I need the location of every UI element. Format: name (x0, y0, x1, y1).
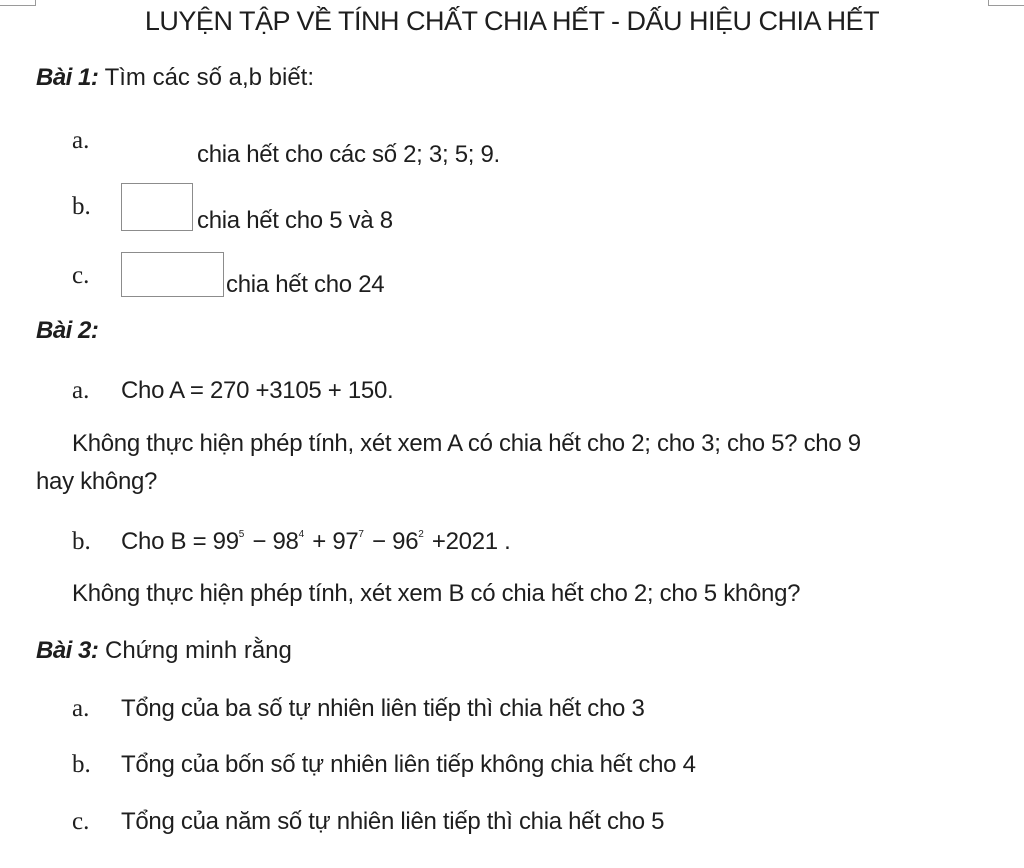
exp-5: 5 (238, 529, 245, 540)
bai1-c-number-box (121, 252, 224, 297)
bai1-a-marker: a. (72, 127, 90, 154)
bai3-a-text: Tổng của ba số tự nhiên liên tiếp thì chia hết cho 3 (121, 695, 645, 722)
bai2-b-question: Không thực hiện phép tính, xét xem B có chia hết cho 2; cho 5 không? (72, 580, 801, 607)
exp-2: 2 (418, 529, 424, 540)
bai2-a-expression: Cho A = 270 +3105 + 150. (121, 377, 394, 404)
bai1-c-text: chia hết cho 24 (226, 271, 385, 298)
bai1-b-marker: b. (72, 193, 91, 220)
bai2-a-question-line2: hay không? (36, 468, 158, 495)
expr-prefix: Cho B = (121, 528, 213, 555)
page-title: LUYỆN TẬP VỀ TÍNH CHẤT CHIA HẾT - DẤU HIỆU CHIA HẾT (144, 6, 880, 36)
bai1-b-number-box (121, 183, 193, 231)
bai3-label: Bài 3: (36, 637, 99, 664)
bai1-a-text: chia hết cho các số 2; 3; 5; 9. (197, 141, 500, 168)
bai3-b-marker: b. (72, 751, 91, 778)
bai1-text: Tìm các số a,b biết: (104, 64, 315, 91)
exp-7: 7 (358, 529, 364, 540)
term-99: 99 (212, 528, 239, 555)
bai3-text: Chứng minh rằng (105, 637, 292, 664)
bai3-a-marker: a. (72, 695, 90, 722)
op-minus-2: − (365, 528, 393, 555)
bai2-b-marker: b. (72, 528, 91, 555)
bai3-c-text: Tổng của năm số tự nhiên liên tiếp thì chia hết cho 5 (121, 808, 665, 835)
expr-tail: +2021 . (425, 528, 511, 555)
bai2-heading (36, 317, 98, 345)
term-98: 98 (272, 528, 299, 555)
term-96: 96 (392, 528, 419, 555)
bai3-heading (36, 637, 292, 665)
op-minus-1: − (246, 528, 273, 555)
bai1-c-marker: c. (72, 262, 90, 289)
bai2-a-marker: a. (72, 377, 90, 404)
bai1-b-text: chia hết cho 5 và 8 (197, 207, 393, 234)
term-97: 97 (332, 528, 359, 555)
exp-4: 4 (298, 529, 304, 540)
bai3-b-text: Tổng của bốn số tự nhiên liên tiếp không chia hết cho 4 (121, 751, 696, 778)
bai3-c-marker: c. (72, 808, 90, 835)
bai1-heading (36, 64, 314, 92)
bai2-b-expression (121, 528, 511, 556)
bai2-a-question-line1: Không thực hiện phép tính, xét xem A có chia hết cho 2; cho 3; cho 5? cho 9 (72, 430, 861, 457)
bai1-label: Bài 1: (36, 64, 99, 91)
op-plus: + (305, 528, 333, 555)
bai2-label: Bài 2: (36, 317, 99, 344)
